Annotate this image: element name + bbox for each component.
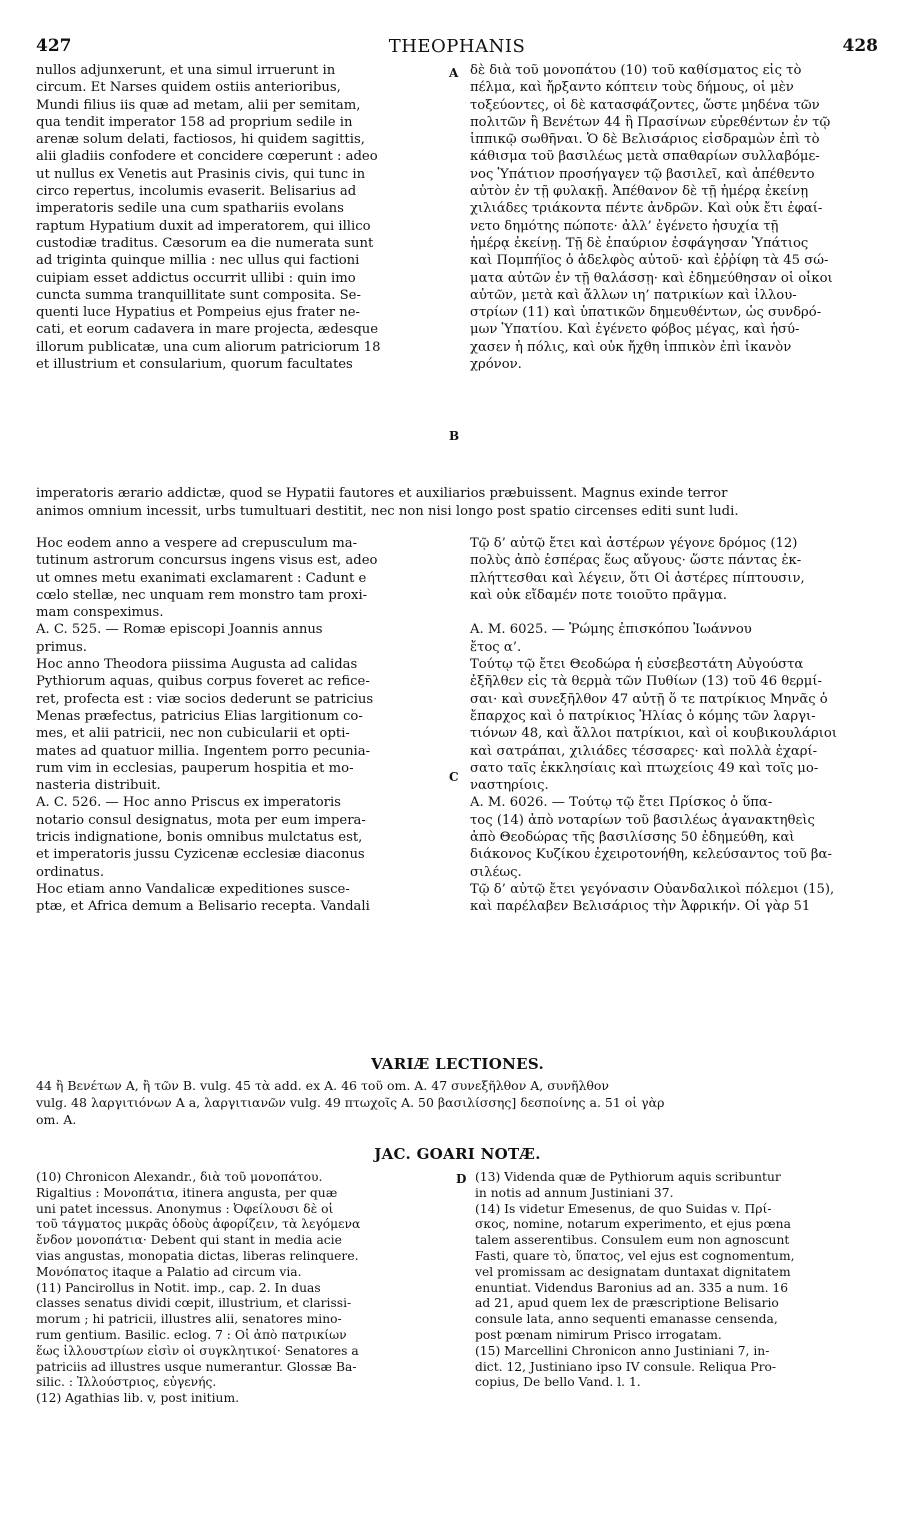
latin-text-line: illorum publicatæ, una cum aliorum patriciorum 18 bbox=[36, 339, 381, 355]
margin-marker-c: C bbox=[449, 770, 459, 784]
latin-text-line: nullos adjunxerunt, et una simul irruerunt in bbox=[36, 63, 336, 78]
latin-text-line: cœlo stellæ, nec unquam rem monstro tam proxi- bbox=[36, 587, 368, 603]
greek-text-line: πέλμα, καὶ ἤρξαντο κόπτειν τοὺς δήμους, οἱ μὲν bbox=[470, 80, 794, 96]
note-line: classes senatus dividi cœpit, illustrium, et clarissi- bbox=[36, 1296, 352, 1311]
latin-text-line: circum. Et Narses quidem ostiis anterioribus, bbox=[36, 80, 341, 96]
greek-text-line: αὐτῶν, μετὰ καὶ ἄλλων ιη’ πατρικίων καὶ ἰλλου- bbox=[470, 287, 797, 303]
latin-text-line: ut nullus ex Venetis aut Prasinis civis, qui tunc in bbox=[36, 166, 366, 182]
variant-line: om. A. bbox=[36, 1112, 77, 1127]
note-line: consule lata, anno sequenti emanasse censenda, bbox=[475, 1312, 778, 1327]
margin-marker-a: A bbox=[449, 66, 459, 80]
greek-column-bottom bbox=[470, 535, 880, 916]
greek-text-line bbox=[470, 604, 880, 621]
latin-text-line: tricis indignatione, bonis omnibus mulctatus est, bbox=[36, 830, 363, 846]
latin-text-line: tutinum astrorum concursus ingens visus est, adeo bbox=[36, 553, 378, 569]
latin-full-width-text bbox=[36, 485, 880, 520]
greek-text-line: διάκονος Κυζίκου ἐχειροτονήθη, κελεύσαντος τοῦ βα- bbox=[470, 847, 832, 863]
greek-text-line: πολὺς ἀπὸ ἑσπέρας ἕως αὔγους· ὥστε πάντας ἐκ- bbox=[470, 553, 802, 569]
greek-text-line: τοξεύοντες, οἱ δὲ κατασφάζοντες, ὥστε μηδένα τῶν bbox=[470, 97, 820, 113]
latin-column-top bbox=[36, 62, 442, 373]
variae-lectiones-title: VARIÆ LECTIONES. bbox=[371, 1055, 544, 1073]
greek-text-line: A. M. 6025. — Ῥώμης ἐπισκόπου Ἰωάννου bbox=[470, 622, 752, 638]
greek-text-line: ἡμέρᾳ ἐκείνῃ. Τῇ δὲ ἐπαύριον ἐσφάγησαν Ὑπάτιος bbox=[470, 235, 809, 251]
note-line: enuntiat. Videndus Baronius ad an. 335 a num. 16 bbox=[475, 1280, 789, 1295]
greek-text-line: στρίων (11) καὶ ὑπατικῶν δημευθέντων, ὡς συνδρό- bbox=[470, 305, 822, 321]
note-line: talem asserentibus. Consulem eum non agnoscunt bbox=[475, 1233, 790, 1248]
latin-column-bottom bbox=[36, 535, 442, 916]
latin-text-line: A. C. 526. — Hoc anno Priscus ex imperatoris bbox=[36, 795, 341, 811]
latin-text-line: A. C. 525. — Romæ episcopi Joannis annus bbox=[36, 622, 323, 638]
variant-readings bbox=[36, 1077, 882, 1128]
note-line: (12) Agathias lib. v, post initium. bbox=[36, 1391, 240, 1406]
greek-text-line: χιλιάδες τριάκοντα πέντε ἀνδρῶν. Καὶ οὐκ ἔτι ἐφαί- bbox=[470, 201, 823, 217]
latin-text-line: et imperatoris jussu Cyzicenæ ecclesiæ diaconus bbox=[36, 847, 365, 863]
latin-text-line: Pythiorum aquas, quibus corpus foveret ac refice- bbox=[36, 674, 370, 690]
latin-text-line: et illustrium et consularium, quorum facultates bbox=[36, 357, 353, 373]
notes-left-column bbox=[36, 1170, 452, 1407]
latin-text-line: ret, profecta est : viæ socios dederunt se patricius bbox=[36, 691, 374, 707]
margin-marker-b: B bbox=[449, 429, 460, 443]
note-line: patriciis ad illustres usque numerantur. Glossæ Ba- bbox=[36, 1359, 357, 1374]
latin-text-line: ptæ, et Africa demum a Belisario recepta. Vandali bbox=[36, 899, 370, 915]
latin-text-line: imperatoris sedile una cum spathariis evolans bbox=[36, 201, 344, 217]
latin-text-line: Mundi filius iis quæ ad metam, alii per semitam, bbox=[36, 97, 361, 113]
latin-text-line: notario consul designatus, mota per eum impera- bbox=[36, 812, 366, 828]
latin-text-line: cuipiam esset addictus occurrit ullibi : quin imo bbox=[36, 270, 356, 286]
note-line: ἔνδον μονοπάτια· Debent qui stant in media acie bbox=[36, 1233, 342, 1248]
note-line: σκος, nomine, notarum experimento, et ejus pœna bbox=[475, 1217, 791, 1232]
note-line: Fasti, quare τὸ, ὕπατος, vel ejus est cognomentum, bbox=[475, 1248, 795, 1263]
greek-text-line: χασεν ἡ πόλις, καὶ οὐκ ἤχθη ἱππικὸν ἐπὶ ἱκανὸν bbox=[470, 339, 792, 355]
greek-text-line: αὐτὸν ἐν τῇ φυλακῇ. Ἀπέθανον δὲ τῇ ἡμέρᾳ ἐκείνῃ bbox=[470, 184, 809, 200]
variant-line: 44 ἢ Βενέτων A, ἢ τῶν B. vulg. 45 τὰ add. ex A. 46 τοῦ om. A. 47 συνεξῆλθον A, συνῆλθον bbox=[36, 1078, 610, 1093]
note-line: uni patet incessus. Anonymus : Ὀφείλουσι δὲ οἱ bbox=[36, 1201, 334, 1216]
greek-text-line: σιλέως. bbox=[470, 864, 522, 880]
margin-marker-d: D bbox=[456, 1172, 467, 1186]
latin-text-line: nasteria distribuit. bbox=[36, 778, 161, 794]
latin-text-line: cati, et eorum cadavera in mare projecta, ædesque bbox=[36, 322, 379, 338]
latin-text-line: ad triginta quinque millia : nec ullus qui factioni bbox=[36, 253, 360, 269]
latin-text-line: Hoc eodem anno a vespere ad crepusculum ma- bbox=[36, 536, 358, 551]
greek-text-line: ἀπὸ Θεοδώρας τῆς βασιλίσσης 50 ἐδημεύθη, καὶ bbox=[470, 830, 795, 846]
latin-text-line: imperatoris ærario addictæ, quod se Hypatii fautores et auxiliarios præbuissent. Magnus exinde terror bbox=[36, 486, 728, 501]
note-line: τοῦ τάγματος μικρᾶς ὁδοὺς ἀφορίζειν, τὰ λεγόμενα bbox=[36, 1217, 361, 1232]
note-line: (13) Videnda quæ de Pythiorum aquis scribuntur bbox=[475, 1170, 781, 1184]
latin-text-line: ut omnes metu exanimati exclamarent : Cadunt e bbox=[36, 570, 367, 586]
latin-text-line: quenti luce Hypatius et Pompeius ejus frater ne- bbox=[36, 305, 361, 321]
greek-text-line: πλήττεσθαι καὶ λέγειν, ὅτι Οἱ ἀστέρες πίπτουσιν, bbox=[470, 570, 805, 586]
note-line: Μονόπατος itaque a Palatio ad circum via. bbox=[36, 1264, 302, 1279]
greek-text-line: μων Ὑπατίου. Καὶ ἐγένετο φόβος μέγας, καὶ ἡσύ- bbox=[470, 322, 800, 338]
latin-text-line: mates ad quatuor millia. Ingentem porro pecunia- bbox=[36, 743, 371, 759]
latin-text-line: custodiæ traditus. Cæsorum ea die numerata sunt bbox=[36, 235, 374, 251]
notes-right-column bbox=[475, 1170, 881, 1391]
greek-text-line: νετο δημότης πώποτε· ἀλλ’ ἐγένετο ἡσυχία τῇ bbox=[470, 218, 779, 234]
greek-text-line: καὶ Πομπήϊος ὁ ἀδελφὸς αὐτοῦ· καὶ ἐῤῥίφη τὰ 45 σώ- bbox=[470, 253, 829, 269]
greek-text-line: A. M. 6026. — Τούτῳ τῷ ἔτει Πρίσκος ὁ ὕπα- bbox=[470, 795, 773, 811]
note-line: copius, De bello Vand. l. 1. bbox=[475, 1375, 641, 1390]
greek-text-line: νος Ὑπάτιον προσήγαγεν τῷ βασιλεῖ, καὶ ἀπέθεντο bbox=[470, 166, 815, 182]
latin-text-line: rum vim in ecclesias, pauperum hospitia et mo- bbox=[36, 760, 354, 776]
right-page-number: 428 bbox=[842, 36, 878, 56]
greek-text-line: Τῷ δ’ αὐτῷ ἔτει καὶ ἀστέρων γέγονε δρόμος (12) bbox=[470, 536, 798, 551]
greek-text-line: καὶ παρέλαβεν Βελισάριος τὴν Ἀφρικήν. Οἱ γὰρ 51 bbox=[470, 899, 811, 915]
greek-text-line: σαι· καὶ συνεξῆλθον 47 αὐτῇ ὅ τε πατρίκιος Μηνᾶς ὁ bbox=[470, 691, 828, 707]
notes-title: JAC. GOARI NOTÆ. bbox=[374, 1145, 541, 1163]
latin-text-line: cuncta summa tranquillitate sunt composita. Se- bbox=[36, 287, 361, 303]
latin-text-line: arenæ solum delati, factiosos, hi quidem sagittis, bbox=[36, 132, 365, 148]
greek-text-line: ναστηρίοις. bbox=[470, 778, 549, 794]
note-line: (15) Marcellini Chronicon anno Justiniani 7, in- bbox=[475, 1343, 770, 1358]
greek-text-line: τος (14) ἀπὸ νοταρίων τοῦ βασιλέως ἀγανακτηθεὶς bbox=[470, 812, 815, 828]
latin-text-line: Hoc etiam anno Vandalicæ expeditiones susce- bbox=[36, 881, 350, 897]
latin-text-line: circo repertus, incolumis evaserit. Belisarius ad bbox=[36, 184, 357, 200]
greek-text-line: πολιτῶν ἢ Βενέτων 44 ἢ Πρασίνων εὑρεθέντων ἐν τῷ bbox=[470, 114, 831, 130]
latin-text-line: animos omnium incessit, urbs tumultuari destitit, nec non nisi longo post spatio circenses editi sunt ludi. bbox=[36, 503, 739, 519]
latin-text-line: alii gladiis confodere et concidere cœperunt : adeo bbox=[36, 149, 378, 165]
variant-line: vulg. 48 λαργιτιόνων A a, λαργιτιανῶν vulg. 49 πτωχοῖς A. 50 βασιλίσσης] δεσποίνης a. 51 οἱ γὰρ bbox=[36, 1095, 665, 1110]
greek-text-line: καὶ σατράπαι, χιλιάδες τέσσαρες· καὶ πολλὰ ἐχαρί- bbox=[470, 743, 818, 759]
left-page-number: 427 bbox=[36, 36, 72, 56]
greek-text-line: ἔτος α’. bbox=[470, 639, 522, 655]
latin-text-line: qua tendit imperator 158 ad proprium sedile in bbox=[36, 114, 353, 130]
greek-text-line: Τούτῳ τῷ ἔτει Θεοδώρα ἡ εὐσεβεστάτη Αὐγούστα bbox=[470, 657, 804, 673]
note-line: vias angustas, monopatia dictas, liberas relinquere. bbox=[36, 1248, 359, 1263]
note-line: in notis ad annum Justiniani 37. bbox=[475, 1185, 674, 1200]
greek-text-line: Τῷ δ’ αὐτῷ ἔτει γεγόνασιν Οὐανδαλικοὶ πόλεμοι (15), bbox=[470, 881, 835, 897]
note-line: (11) Pancirollus in Notit. imp., cap. 2. In duas bbox=[36, 1280, 321, 1295]
greek-text-line: ἐξῆλθεν εἰς τὰ θερμὰ τῶν Πυθίων (13) τοῦ 46 θερμί- bbox=[470, 674, 822, 690]
running-header bbox=[36, 36, 878, 58]
greek-text-line: σατο ταῖς ἐκκλησίαις καὶ πτωχείοις 49 καὶ τοῖς μο- bbox=[470, 760, 819, 776]
latin-text-line: mes, et alii patricii, nec non cubicularii et opti- bbox=[36, 726, 350, 742]
note-line: post pœnam nimirum Prisco irrogatam. bbox=[475, 1327, 722, 1342]
latin-text-line: raptum Hypatium duxit ad imperatorem, qui illico bbox=[36, 218, 371, 234]
greek-text-line: τιόνων 48, καὶ ἄλλοι πατρίκιοι, καὶ οἱ κουβικουλάριοι bbox=[470, 726, 837, 742]
greek-text-line: ματα αὐτῶν ἐν τῇ θαλάσσῃ· καὶ ἐδημεύθησαν οἱ οἶκοι bbox=[470, 270, 833, 286]
greek-text-line: ἱππικῷ σωθῆναι. Ὁ δὲ Βελισάριος εἰσδραμὼν ἐπὶ τὸ bbox=[470, 132, 820, 148]
latin-text-line: Menas præfectus, patricius Elias largitionum co- bbox=[36, 708, 363, 724]
greek-text-line: χρόνον. bbox=[470, 357, 522, 373]
note-line: dict. 12, Justiniano ipso IV consule. Reliqua Pro- bbox=[475, 1359, 777, 1374]
greek-column-top bbox=[470, 62, 880, 373]
greek-text-line: ἔπαρχος καὶ ὁ πατρίκιος Ἠλίας ὁ κόμης τῶν λαργι- bbox=[470, 708, 816, 724]
greek-text-line: καὶ οὐκ εἴδαμέν ποτε τοιοῦτο πρᾶγμα. bbox=[470, 587, 727, 603]
running-title: THEOPHANIS bbox=[388, 36, 526, 57]
note-line: Rigaltius : Μονοπάτια, itinera angusta, per quæ bbox=[36, 1185, 338, 1200]
latin-text-line: mam conspeximus. bbox=[36, 605, 164, 621]
greek-text-line: κάθισμα τοῦ βασιλέως μετὰ σπαθαρίων συλλαβόμε- bbox=[470, 149, 820, 165]
latin-text-line: Hoc anno Theodora piissima Augusta ad calidas bbox=[36, 657, 358, 673]
note-line: silic. : Ἰλλούστριος, εὐγενής. bbox=[36, 1375, 217, 1390]
note-line: (10) Chronicon Alexandr., διὰ τοῦ μονοπάτου. bbox=[36, 1170, 323, 1184]
note-line: ἕως ἰλλουστρίων εἰσὶν οἱ συγκλητικοί· Senatores a bbox=[36, 1343, 359, 1358]
note-line: morum ; hi patricii, illustres alii, senatores mino- bbox=[36, 1312, 342, 1327]
note-line: (14) Is videtur Emesenus, de quo Suidas v. Πρί- bbox=[475, 1201, 772, 1216]
note-line: vel promissam ac designatam duntaxat dignitatem bbox=[475, 1264, 791, 1279]
note-line: rum gentium. Basilic. eclog. 7 : Οἱ ἀπὸ πατρικίων bbox=[36, 1327, 347, 1342]
latin-text-line: ordinatus. bbox=[36, 864, 105, 880]
latin-text-line: primus. bbox=[36, 639, 87, 655]
note-line: ad 21, apud quem lex de præscriptione Belisario bbox=[475, 1296, 779, 1311]
greek-text-line: δὲ διὰ τοῦ μονοπάτου (10) τοῦ καθίσματος εἰς τὸ bbox=[470, 63, 802, 78]
